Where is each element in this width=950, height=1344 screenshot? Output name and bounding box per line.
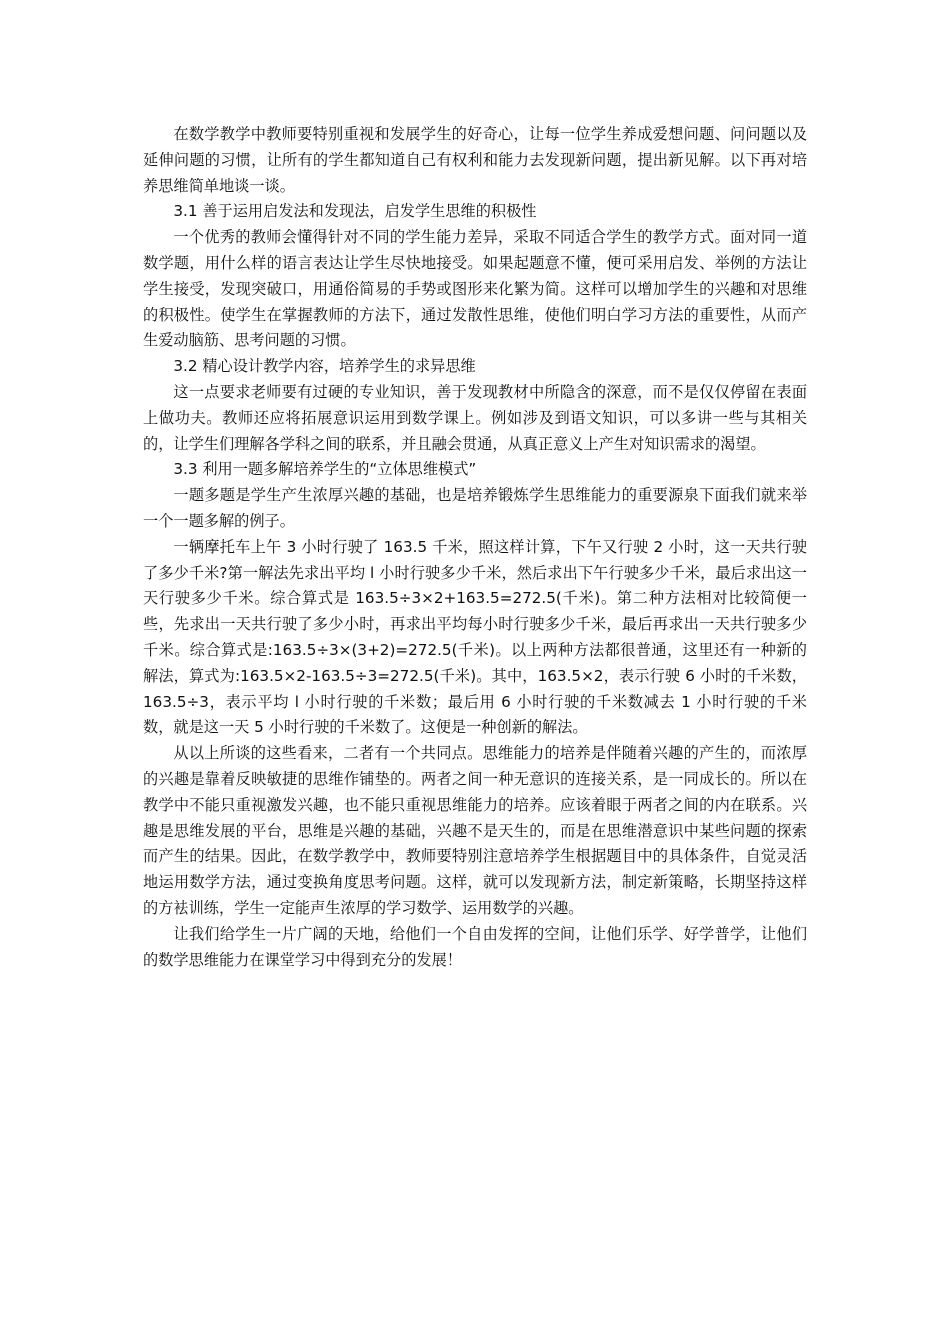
section-3-2-paragraph: 这一点要求老师要有过硬的专业知识，善于发现教材中所隐含的深意，而不是仅仅停留在表面上做功夫。教师还应将拓展意识运用到数学课上。例如涉及到语文知识，可以多讲一些与其相关的，让学生们理解各学科之间的联系，并且融会贯通，从真正意义上产生对知识需求的渴望。 [143, 382, 807, 453]
section-3-3-paragraph: 一题多题是学生产生浓厚兴趣的基础，也是培养锻炼学生思维能力的重要源泉下面我们就来举一个一题多解的例子。 [143, 486, 807, 530]
section-3-1-paragraph: 一个优秀的教师会懂得针对不同的学生能力差异，采取不同适合学生的教学方式。面对同一道数学题，用什么样的语言表达让学生尽快地接受。如果起题意不懂，便可采用启发、举例的方法让学生接受，发现突破口，用通俗简易的手势或图形来化繁为简。这样可以增加学生的兴趣和对思维的积极性。使学生在掌握教师的方法下，通过发散性思维，使他们明白学习方法的重要性，从而产生爱动脑筋、思考问题的习惯。 [143, 228, 807, 350]
summary-paragraph: 从以上所谈的这些看来，二者有一个共同点。思维能力的培养是伴随着兴趣的产生的，而浓厚的兴趣是靠着反映敏捷的思维作铺垫的。两者之间一种无意识的连接关系，是一同成长的。所以在教学中不能只重视激发兴趣，也不能只重视思维能力的培养。应该着眼于两者之间的内在联系。兴趣是思维发展的平台，思维是兴趣的基础，兴趣不是天生的，而是在思维潜意识中某些问题的探索而产生的结果。因此，在数学教学中，教师要特别注意培养学生根据题目中的具体条件，自觉灵活地运用数学方法，通过变换角度思考问题。这样，就可以发现新方法，制定新策略，长期坚持这样的方袪训练，学生一定能声生浓厚的学习数学、运用数学的兴趣。 [143, 744, 807, 917]
intro-paragraph: 在数学教学中教师要特别重视和发展学生的好奇心，让每一位学生养成爱想问题、问问题以及延伸问题的习惯，让所有的学生都知道自己有权利和能力去发现新问题，提出新见解。以下再对培养思维简单地谈一谈。 [143, 125, 807, 195]
document-page [143, 122, 807, 973]
section-heading-3-1: 3.1 善于运用启发法和发现法，启发学生思维的积极性 [173, 202, 537, 221]
section-heading-3-2: 3.2 精心设计教学内容，培养学生的求异思维 [173, 357, 476, 376]
section-heading-3-3: 3.3 利用一题多解培养学生的“立体思维模式” [173, 460, 477, 479]
closing-paragraph: 让我们给学生一片广阔的天地，给他们一个自由发挥的空间，让他们乐学、好学普学，让他们的数学思维能力在课堂学习中得到充分的发展！ [143, 924, 807, 969]
example-problem-paragraph: 一辆摩托车上午 3 小时行驶了 163.5 千米，照这样计算，下午又行驶 2 小时，这一天共行驶了多少千米?第一解法先求出平均 l 小时行驶多少千米，然后求出下午行驶多少千米，最后求出这一天行驶多少千米。综合算式是 163.5÷3×2+163.5=272.5(千米)。第二种方法相对比较简便一些，先求出一天共行驶了多少小时，再求出平均每小时行驶多少千米，最后再求出一天共行驶多少千米。综合算式是:163.5÷3×(3+2)=272.5(千米)。以上两种方法都很普通，这里还有一种新的解法，算式为:163.5×2-163.5÷3=272.5(千米)。其中，163.5×2，表示行驶 6 小时的千米数，163.5÷3，表示平均 l 小时行驶的千米数；最后用 6 小时行驶的千米数减去 1 小时行驶的千米数，就是这一天 5 小时行驶的千米数了。这便是一种创新的解法。 [143, 537, 807, 737]
